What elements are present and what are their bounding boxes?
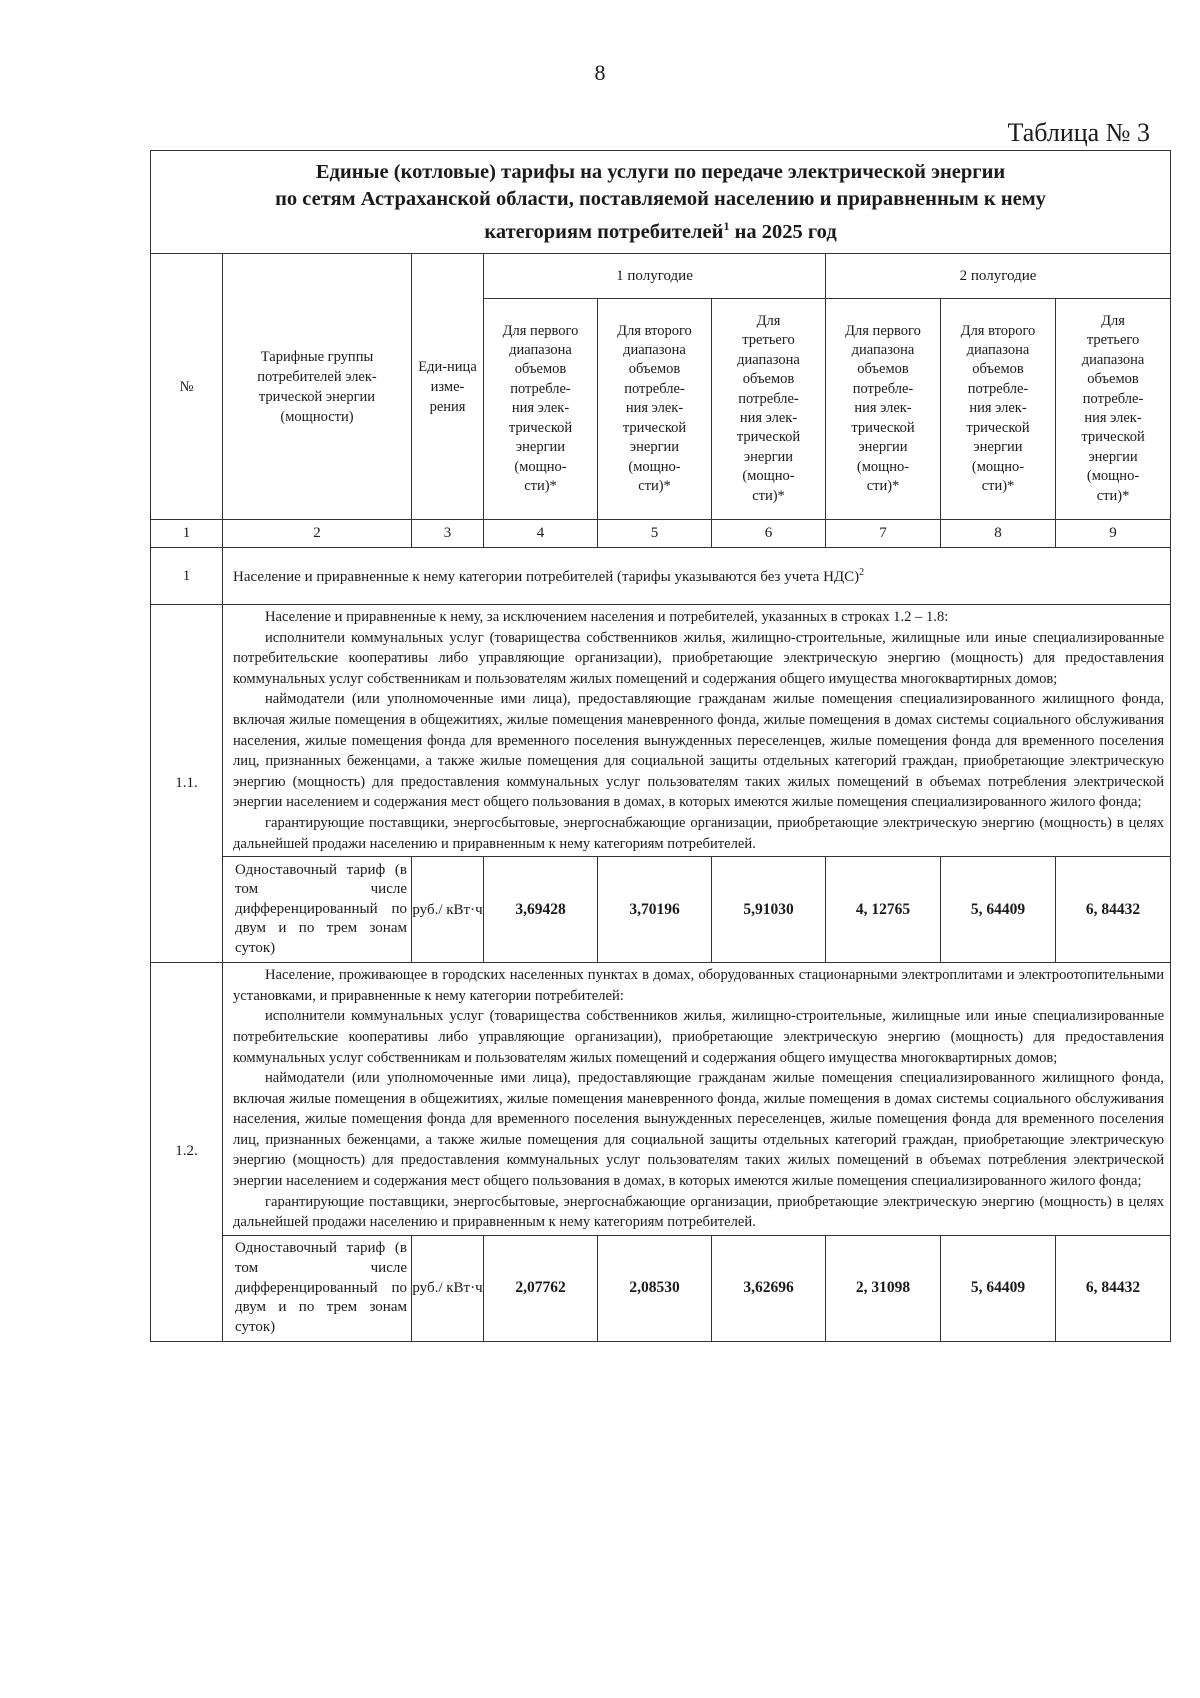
col-number-2: 2 bbox=[223, 520, 412, 548]
row-1-1-description bbox=[223, 605, 1171, 857]
title-line-3 bbox=[151, 213, 1170, 246]
title-line-3-main: категориям потребителей bbox=[484, 220, 724, 243]
header-range-4: Для первого диапазона объемов потребле-ния элек-трической энергии (мощно-сти)* bbox=[826, 299, 941, 520]
header-range-3: Для третьего диапазона объемов потребле-ния элек-трической энергии (мощно-сти)* bbox=[712, 299, 826, 520]
row-1-2-value-h2-range2: 5, 64409 bbox=[941, 1235, 1056, 1341]
row-1-2-num: 1.2. bbox=[151, 963, 223, 1342]
header-range-1: Для первого диапазона объемов потребле-ния элек-трической энергии (мощно-сти)* bbox=[484, 299, 598, 520]
row-1-1-tariff-name: Одноставочный тариф (в том числе дифференцированный по двум и по трем зонам суток) bbox=[223, 857, 412, 963]
row-1-1-value-h2-range3: 6, 84432 bbox=[1056, 857, 1171, 963]
title-line-3-end: на 2025 год bbox=[729, 220, 837, 243]
row-1-2-paragraph: исполнители коммунальных услуг (товарищества собственников жилья, жилищно-строительные, жилищные или иные специализированные потребительские кооперативы либо управляющие организации), приобретающие электрическую энергию (мощность) для предоставления коммунальных услуг собственникам и пользователям жилых помещений и содержания общего имущества многоквартирных домов; bbox=[233, 1008, 1165, 1066]
header-tariff-group: Тарифные группы потребителей элек-трической энергии (мощности) bbox=[223, 254, 412, 520]
footnote-ref-2: 2 bbox=[859, 566, 865, 578]
section-1-label bbox=[223, 548, 1171, 605]
row-1-1-value-h2-range2: 5, 64409 bbox=[941, 857, 1056, 963]
row-1-1-num: 1.1. bbox=[151, 605, 223, 963]
tariff-table bbox=[150, 150, 1171, 1342]
col-number-4: 4 bbox=[484, 520, 598, 548]
row-1-2-unit: руб./ кВт·ч bbox=[412, 1235, 484, 1341]
col-number-8: 8 bbox=[941, 520, 1056, 548]
header-range-5: Для второго диапазона объемов потребле-ния элек-трической энергии (мощно-сти)* bbox=[941, 299, 1056, 520]
row-1-2-value-h1-range1: 2,07762 bbox=[484, 1235, 598, 1341]
section-1-num: 1 bbox=[151, 548, 223, 605]
title-line-1: Единые (котловые) тарифы на услуги по передаче электрической энергии bbox=[315, 160, 1006, 183]
col-number-5: 5 bbox=[598, 520, 712, 548]
col-number-9: 9 bbox=[1056, 520, 1171, 548]
header-unit: Еди-ница изме-рения bbox=[412, 254, 484, 520]
row-1-2-value-h1-range3: 3,62696 bbox=[712, 1235, 826, 1341]
row-1-2-description bbox=[223, 963, 1171, 1236]
row-1-2-value-h2-range1: 2, 31098 bbox=[826, 1235, 941, 1341]
row-1-1-paragraph: Население и приравненные к нему, за исключением населения и потребителей, указанных в строках 1.2 – 1.8: bbox=[265, 609, 949, 625]
col-number-6: 6 bbox=[712, 520, 826, 548]
row-1-1-value-h1-range3: 5,91030 bbox=[712, 857, 826, 963]
header-num: № bbox=[151, 254, 223, 520]
header-half-2: 2 полугодие bbox=[826, 254, 1171, 299]
col-number-7: 7 bbox=[826, 520, 941, 548]
table-caption: Таблица № 3 bbox=[1007, 118, 1150, 147]
table-title bbox=[151, 151, 1171, 254]
row-1-2-value-h2-range3: 6, 84432 bbox=[1056, 1235, 1171, 1341]
row-1-2-paragraph: наймодатели (или уполномоченные ими лица), предоставляющие гражданам жилые помещения специализированного жилищного фонда, включая жилые помещения в общежитиях, жилые помещения маневренного фонда, жилые помещения в домах системы социального обслуживания населения, жилые помещения фонда для временного поселения вынужденных переселенцев, жилые помещения фонда для временного поселения лиц, признанных беженцами, а также жилые помещения для социальной защиты отдельных категорий граждан, приобретающие электрическую энергию (мощность) для предоставления коммунальных услуг пользователям таких жилых помещений в объемах потребления электрической энергии населением и содержания мест общего пользования в домах, в которых имеются жилые помещения специализированного жилого фонда; bbox=[233, 1070, 1165, 1190]
page-number: 8 bbox=[594, 60, 606, 85]
row-1-2-tariff-name: Одноставочный тариф (в том числе дифференцированный по двум и по трем зонам суток) bbox=[223, 1235, 412, 1341]
row-1-2-value-h1-range2: 2,08530 bbox=[598, 1235, 712, 1341]
footnote-ref-1: 1 bbox=[723, 218, 730, 233]
row-1-1-value-h2-range1: 4, 12765 bbox=[826, 857, 941, 963]
row-1-1-paragraph: наймодатели (или уполномоченные ими лица), предоставляющие гражданам жилые помещения специализированного жилищного фонда, включая жилые помещения в общежитиях, жилые помещения маневренного фонда, жилые помещения в домах системы социального обслуживания населения, жилые помещения фонда для временного поселения вынужденных переселенцев, жилые помещения фонда для временного поселения лиц, признанных беженцами, а также жилые помещения для социальной защиты отдельных категорий граждан, приобретающие электрическую энергию (мощность) для предоставления коммунальных услуг пользователям таких жилых помещений в объемах потребления электрической энергии населением и содержания мест общего пользования в домах, в которых имеются жилые помещения специализированного жилого фонда; bbox=[233, 691, 1165, 811]
header-range-6: Для третьего диапазона объемов потребле-ния элек-трической энергии (мощно-сти)* bbox=[1056, 299, 1171, 520]
row-1-1-paragraph: исполнители коммунальных услуг (товарищества собственников жилья, жилищно-строительные, жилищные или иные специализированные потребительские кооперативы либо управляющие организации), приобретающие электрическую энергию (мощность) для предоставления коммунальных услуг собственникам и пользователям жилых помещений и содержания общего имущества многоквартирных домов; bbox=[233, 629, 1165, 687]
row-1-2-paragraph: Население, проживающее в городских населенных пунктах в домах, оборудованных стационарными электроплитами и электроотопительными установками, и приравненные к нему категории потребителей: bbox=[233, 967, 1165, 1004]
header-half-1: 1 полугодие bbox=[484, 254, 826, 299]
row-1-1-value-h1-range1: 3,69428 bbox=[484, 857, 598, 963]
title-line-2: по сетям Астраханской области, поставляемой населению и приравненным к нему bbox=[275, 187, 1046, 210]
header-range-2: Для второго диапазона объемов потребле-ния элек-трической энергии (мощно-сти)* bbox=[598, 299, 712, 520]
row-1-1-paragraph: гарантирующие поставщики, энергосбытовые, энергоснабжающие организации, приобретающие электрическую энергию (мощность) в целях дальнейшей продажи населению и приравненным к нему категориям потребителей. bbox=[233, 814, 1165, 852]
section-1-text: Население и приравненные к нему категории потребителей (тарифы указываются без учета НДС) bbox=[233, 568, 860, 585]
col-number-3: 3 bbox=[412, 520, 484, 548]
row-1-2-paragraph: гарантирующие поставщики, энергосбытовые, энергоснабжающие организации, приобретающие электрическую энергию (мощность) в целях дальнейшей продажи населению и приравненным к нему категориям потребителей. bbox=[233, 1193, 1165, 1231]
col-number-1: 1 bbox=[151, 520, 223, 548]
row-1-1-unit: руб./ кВт·ч bbox=[412, 857, 484, 963]
row-1-1-value-h1-range2: 3,70196 bbox=[598, 857, 712, 963]
